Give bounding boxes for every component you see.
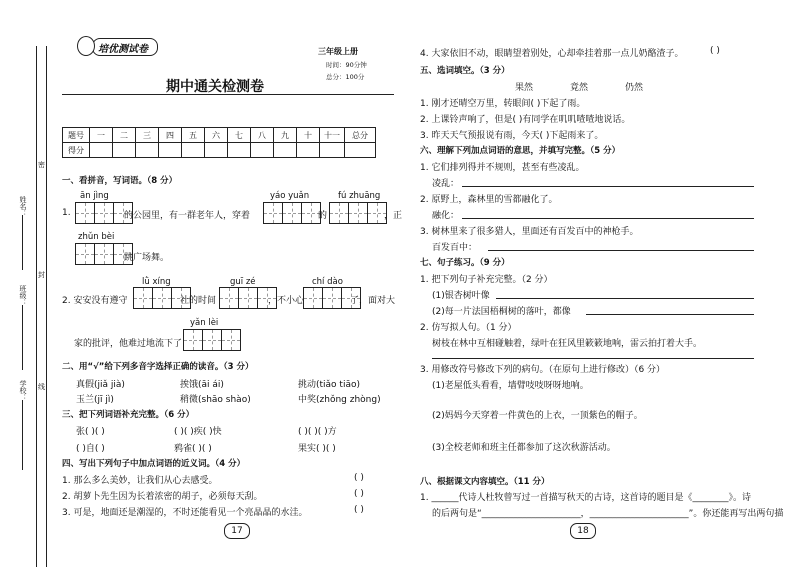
class-blank[interactable] bbox=[22, 305, 23, 370]
pinyin-label: ān jìng bbox=[80, 191, 109, 201]
answer-paren[interactable]: ( ) bbox=[710, 46, 720, 56]
answer-label: 凌乱： bbox=[432, 179, 460, 189]
class-label: 班级： bbox=[19, 285, 27, 306]
fill-item[interactable]: 果实( )( ) bbox=[298, 444, 336, 454]
word-option: 竟然 bbox=[570, 83, 589, 93]
question-text: 3. 树林里来了很多猎人，里面还有百发百中的神枪手。 bbox=[420, 227, 639, 237]
score-table bbox=[62, 127, 376, 158]
answer-line[interactable] bbox=[586, 314, 754, 315]
section-2-heading: 二、用“√”给下列多音字选择正确的读音。（3 分） bbox=[62, 362, 254, 372]
score-header: 总分 bbox=[345, 128, 376, 143]
score-header: 四 bbox=[159, 128, 182, 143]
answer-line[interactable] bbox=[496, 298, 754, 299]
fill-item[interactable]: 的后两句是“______________________，______________________”。你还能再写出两句描 bbox=[432, 509, 784, 519]
pinyin-label: chí dào bbox=[312, 277, 343, 287]
pinyin-label: guī zé bbox=[230, 277, 256, 287]
score-cell[interactable] bbox=[205, 143, 228, 158]
score-header: 五 bbox=[182, 128, 205, 143]
word-option: 仍然 bbox=[625, 83, 644, 93]
polyphone-item[interactable]: 中奖(zhǒng zhòng) bbox=[298, 395, 381, 405]
score-header: 十一 bbox=[320, 128, 345, 143]
score-cell[interactable] bbox=[182, 143, 205, 158]
q2-text: 家的批评，他难过地流下了 bbox=[74, 339, 183, 349]
section-8-heading: 八、根据课文内容填空。（11 分） bbox=[420, 477, 550, 487]
char-grid[interactable] bbox=[264, 202, 321, 224]
score-cell[interactable] bbox=[228, 143, 251, 158]
polyphone-item[interactable]: 挑动(tiǎo tiāo) bbox=[298, 380, 360, 390]
answer-line[interactable] bbox=[432, 358, 754, 359]
fill-item[interactable]: ( )( )( )方 bbox=[298, 427, 337, 437]
answer-label: 百发百中： bbox=[432, 243, 478, 253]
q1-number: 1. bbox=[62, 208, 71, 218]
synonym-item: 1. 那么多么美妙，让我们从心去感受。 bbox=[62, 476, 218, 486]
fill-item[interactable]: 3. 昨天天气预报说有雨，今天( )下起雨来了。 bbox=[420, 131, 604, 141]
fill-item[interactable]: 张( )( ) bbox=[76, 427, 105, 437]
answer-paren[interactable]: ( ) bbox=[354, 473, 364, 483]
logo-text: 培优测试卷 bbox=[98, 44, 148, 55]
polyphone-item[interactable]: 稍微(shāo shào) bbox=[180, 395, 251, 405]
answer-line[interactable] bbox=[462, 218, 754, 219]
title-rule bbox=[62, 94, 394, 95]
score-cell[interactable] bbox=[90, 143, 113, 158]
question-text: 1. 把下列句子补充完整。（2 分） bbox=[420, 275, 553, 285]
char-grid[interactable] bbox=[184, 329, 241, 351]
q2-text: 2. 安安没有遵守 bbox=[62, 296, 128, 306]
fill-item[interactable]: ( )( )疾( )快 bbox=[174, 427, 222, 437]
synonym-item: 2. 胡萝卜先生因为长着浓密的胡子，必须每天刮。 bbox=[62, 492, 263, 502]
question-text: 3. 用修改符号修改下列的病句。（在原句上进行修改）（6 分） bbox=[420, 365, 666, 375]
score-row-label: 得分 bbox=[63, 143, 90, 158]
binding-char: 封 bbox=[38, 271, 45, 279]
binding-line bbox=[36, 46, 37, 567]
section-6-heading: 六、理解下列加点词语的意思，并填写完整。（5 分） bbox=[420, 146, 621, 156]
q1-text: 的 bbox=[318, 211, 328, 221]
pinyin-label: fú zhuāng bbox=[338, 191, 381, 201]
pinyin-label: yáo yuǎn bbox=[270, 191, 310, 201]
mascot-icon bbox=[77, 36, 95, 56]
score-label: 总分：100分 bbox=[326, 73, 365, 81]
word-option: 果然 bbox=[515, 83, 534, 93]
pinyin-label: zhǔn bèi bbox=[78, 232, 115, 242]
question-text: 4. 大家依旧不动，眼睛望着别处，心却牵挂着那一点儿奶酪渣子。 bbox=[420, 49, 684, 59]
sentence-item[interactable]: (1)老屋低头看看，墙臂吱吱呀呀地响。 bbox=[432, 381, 589, 391]
section-7-heading: 七、句子练习。（9 分） bbox=[420, 258, 510, 268]
score-cell[interactable] bbox=[159, 143, 182, 158]
q1-text: ，正 bbox=[384, 211, 403, 221]
section-1-heading: 一、看拼音，写词语。（8 分） bbox=[62, 176, 178, 186]
score-header: 八 bbox=[251, 128, 274, 143]
name-label: 姓名： bbox=[19, 196, 27, 217]
score-header: 七 bbox=[228, 128, 251, 143]
synonym-item: 3. 可是，地面还是潮湿的，不时还能看见一个亮晶晶的水洼。 bbox=[62, 508, 308, 518]
fill-item[interactable]: ( )自( ) bbox=[76, 444, 105, 454]
score-cell[interactable] bbox=[136, 143, 159, 158]
pinyin-label: yǎn lèi bbox=[190, 318, 219, 328]
score-header: 六 bbox=[205, 128, 228, 143]
binding-line bbox=[46, 46, 47, 567]
section-3-heading: 三、把下列词语补充完整。（6 分） bbox=[62, 410, 195, 420]
score-header: 三 bbox=[136, 128, 159, 143]
page-number: 18 bbox=[570, 523, 596, 539]
school-label: 学校： bbox=[19, 380, 27, 401]
page-title: 期中通关检测卷 bbox=[166, 79, 264, 95]
sentence-item[interactable]: (3)全校老师和班主任都参加了这次秋游活动。 bbox=[432, 443, 616, 453]
section-4-heading: 四、写出下列句子中加点词语的近义词。（4 分） bbox=[62, 459, 246, 469]
answer-label: 融化： bbox=[432, 211, 460, 221]
answer-line[interactable] bbox=[462, 186, 754, 187]
score-header: 二 bbox=[113, 128, 136, 143]
polyphone-item[interactable]: 玉兰(jī jì) bbox=[76, 395, 114, 405]
time-label: 时间：90分钟 bbox=[326, 61, 367, 69]
score-cell[interactable] bbox=[297, 143, 320, 158]
school-blank[interactable] bbox=[22, 400, 23, 470]
score-cell[interactable] bbox=[274, 143, 297, 158]
score-header: 十 bbox=[297, 128, 320, 143]
fill-item[interactable]: 1. 刚才还晴空万里，转眼间( )下起了雨。 bbox=[420, 99, 586, 109]
question-text: (2)每一片法国梧桐树的落叶，都像 bbox=[432, 307, 571, 317]
polyphone-item[interactable]: 真假(jiǎ jià) bbox=[76, 380, 125, 390]
q1-text: 跳广场舞。 bbox=[124, 253, 170, 263]
score-cell[interactable] bbox=[113, 143, 136, 158]
sentence-item[interactable]: (2)妈妈今天穿着一件黄色的上衣，一顶紫色的帽子。 bbox=[432, 411, 643, 421]
name-blank[interactable] bbox=[22, 215, 23, 270]
score-cell[interactable] bbox=[345, 143, 376, 158]
page-number: 17 bbox=[224, 523, 250, 539]
fill-item[interactable]: 鸦雀( )( ) bbox=[174, 444, 212, 454]
answer-paren[interactable]: ( ) bbox=[354, 489, 364, 499]
q2-text: 社的时间 bbox=[180, 296, 217, 306]
question-text: 2. 仿写拟人句。（1 分） bbox=[420, 323, 517, 333]
fill-item[interactable]: 1. ______代诗人杜牧曾写过一首描写秋天的古诗，这首诗的题目是《________》。诗 bbox=[420, 493, 751, 503]
pinyin-label: lǜ xíng bbox=[142, 277, 171, 287]
q2-text: ，不小心 bbox=[268, 296, 305, 306]
question-text: 1. 它们排列得并不规则，甚至有些凌乱。 bbox=[420, 163, 585, 173]
char-grid[interactable] bbox=[330, 202, 387, 224]
score-cell[interactable] bbox=[251, 143, 274, 158]
q1-text: 的公园里，有一群老年人，穿着 bbox=[124, 211, 251, 221]
binding-char: 密 bbox=[38, 161, 45, 169]
score-header: 一 bbox=[90, 128, 113, 143]
score-cell[interactable] bbox=[320, 143, 345, 158]
answer-paren[interactable]: ( ) bbox=[354, 505, 364, 515]
binding-char: 线 bbox=[38, 383, 45, 391]
section-5-heading: 五、选词填空。（3 分） bbox=[420, 66, 510, 76]
question-text: 树枝在林中互相碰触着，绿叶在狂风里簌簌地响，雷云拍打着大手。 bbox=[432, 339, 703, 349]
polyphone-item[interactable]: 挨饿(āi ái) bbox=[180, 380, 224, 390]
score-header: 题号 bbox=[63, 128, 90, 143]
question-text: (1)银杏树叶像 bbox=[432, 291, 490, 301]
score-header: 九 bbox=[274, 128, 297, 143]
grade-label: 三年级上册 bbox=[318, 47, 358, 56]
q2-text: 了，面对大 bbox=[350, 296, 396, 306]
answer-line[interactable] bbox=[488, 250, 754, 251]
question-text: 2. 原野上，森林里的雪都融化了。 bbox=[420, 195, 558, 205]
fill-item[interactable]: 2. 上课铃声响了，但是( )有同学在叽叽喳喳地说话。 bbox=[420, 115, 631, 125]
